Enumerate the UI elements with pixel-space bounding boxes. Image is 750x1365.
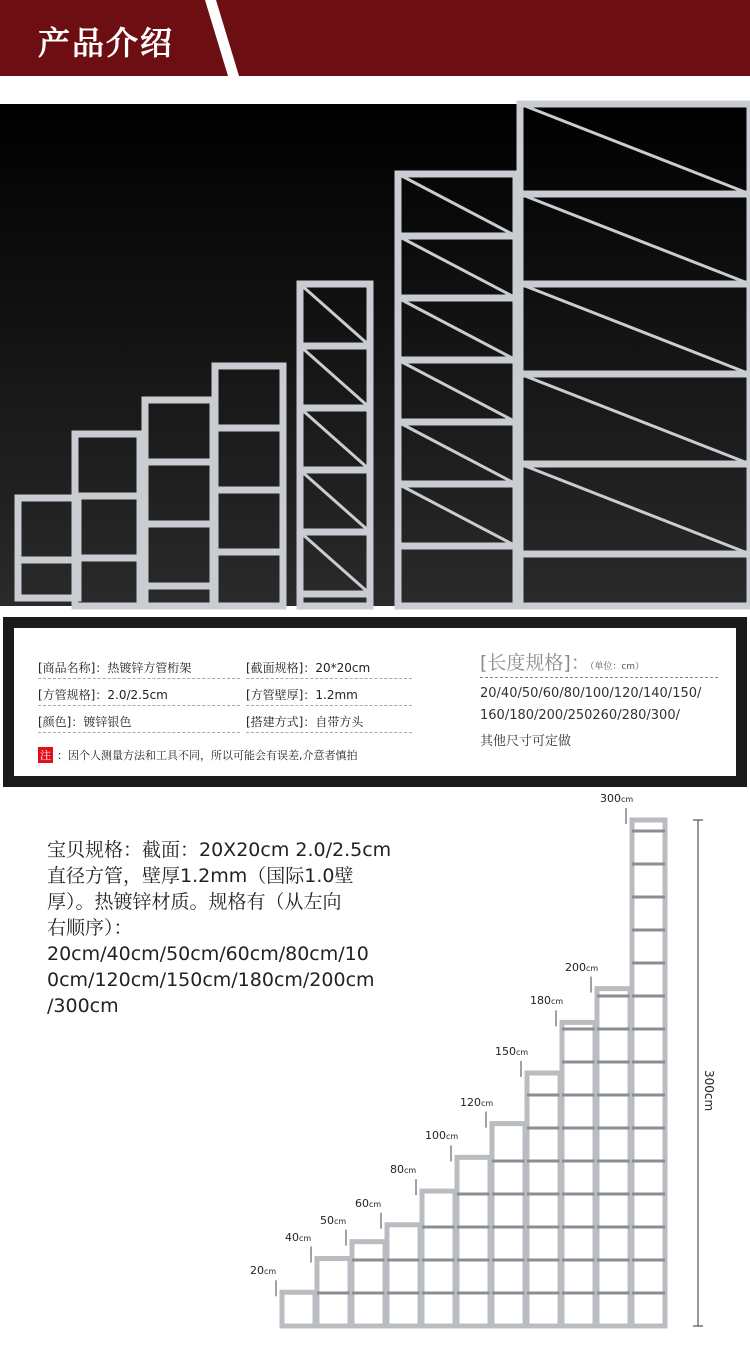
height-value: 40 (285, 1230, 299, 1244)
truss-column (282, 1292, 315, 1326)
height-unit: cm (586, 963, 599, 973)
description-line: 右顺序）： (47, 917, 133, 939)
spec-value: 镀锌银色 (83, 715, 132, 729)
spec-key: [商品名称]： (38, 661, 108, 675)
spec-panel (3, 617, 747, 787)
note-badge: 注 (40, 749, 51, 762)
spec-row-name (38, 657, 240, 679)
height-unit: cm (621, 795, 634, 804)
height-unit: cm (404, 1166, 417, 1176)
spec-row-section (246, 657, 412, 679)
height-value: 150 (495, 1045, 516, 1058)
truss-column (562, 1022, 595, 1326)
height-label (530, 994, 563, 1007)
height-unit: cm (516, 1048, 529, 1057)
height-value: 20 (250, 1264, 264, 1278)
height-diagram-graphic (220, 808, 750, 1361)
height-value: 50 (320, 1213, 334, 1227)
spec-key: [方管规格]： (38, 688, 108, 702)
height-label (600, 792, 633, 805)
height-unit: cm (481, 1098, 494, 1108)
truss-column (457, 1157, 490, 1326)
height-unit: cm (369, 1199, 382, 1209)
truss-column (387, 1225, 420, 1326)
description-line: 直径方管，壁厚1.2mm（国际1.0壁 (47, 865, 354, 887)
height-label (460, 1096, 493, 1109)
spec-value: 1.2mm (315, 688, 358, 702)
total-height-label: 300cm (702, 1070, 716, 1112)
height-diagram (220, 792, 750, 1361)
truss-column (597, 989, 630, 1326)
product-photo (0, 104, 750, 606)
disclaimer-note (38, 747, 358, 763)
height-label (495, 1045, 528, 1058)
length-list-line: 160/180/200/250260/280/300/ (480, 708, 680, 723)
height-label (250, 1264, 276, 1277)
spec-row-tube (38, 684, 240, 706)
description-line: 20cm/40cm/50cm/60cm/80cm/10 (47, 943, 369, 965)
height-label (285, 1231, 311, 1244)
truss-column (352, 1242, 385, 1326)
note-text: ：因个人测量方法和工具不同，所以可能会有误差,介意者慎拍 (57, 749, 358, 762)
spec-row-build (246, 711, 412, 733)
section-title: 产品介绍 (38, 24, 175, 62)
spec-value: 热镀锌方管桁架 (107, 661, 192, 675)
height-label (355, 1197, 381, 1210)
description-line: 宝贝规格：截面：20X20cm 2.0/2.5cm (47, 839, 392, 861)
height-value: 120 (460, 1095, 481, 1109)
length-spec-title (480, 648, 644, 675)
description-line: /300cm (47, 995, 119, 1017)
height-label (320, 1214, 346, 1227)
description-line: 0cm/120cm/150cm/180cm/200cm (47, 969, 375, 991)
height-value: 200 (565, 960, 586, 974)
divider (480, 677, 718, 678)
height-unit: cm (446, 1132, 459, 1142)
spec-row-color (38, 711, 240, 733)
spec-row-wall (246, 684, 412, 706)
section-header (0, 0, 750, 78)
spec-key: [方管壁厚]： (246, 688, 316, 702)
spec-value: 自带方头 (315, 715, 364, 729)
spec-panel-inner (14, 628, 736, 776)
height-label (425, 1129, 458, 1142)
height-value: 100 (425, 1129, 446, 1143)
truss-column (527, 1073, 560, 1326)
height-unit: cm (264, 1267, 277, 1277)
height-value: 80 (390, 1163, 404, 1177)
height-value: 300 (600, 792, 621, 805)
description-line: 厚）。热镀锌材质。规格有（从左向 (47, 891, 342, 913)
truss-photo-illustration (0, 104, 750, 606)
height-value: 180 (530, 994, 551, 1008)
length-list-line: 20/40/50/60/80/100/120/140/150/ (480, 686, 702, 701)
height-label (390, 1163, 416, 1176)
spec-value: 2.0/2.5cm (107, 688, 168, 702)
length-unit: （单位：cm） (589, 662, 645, 672)
truss-column (492, 1124, 525, 1326)
spec-key: [截面规格]： (246, 661, 316, 675)
height-unit: cm (551, 997, 564, 1007)
height-label (565, 961, 598, 974)
height-value: 60 (355, 1196, 369, 1210)
spec-key: [搭建方式]： (246, 715, 316, 729)
length-title-text: [长度规格]： (480, 652, 590, 674)
height-unit: cm (334, 1216, 347, 1226)
length-custom-note: 其他尺寸可定做 (480, 734, 572, 749)
height-unit: cm (299, 1233, 312, 1243)
spec-value: 20*20cm (315, 661, 371, 675)
spec-key: [颜色]： (38, 715, 84, 729)
